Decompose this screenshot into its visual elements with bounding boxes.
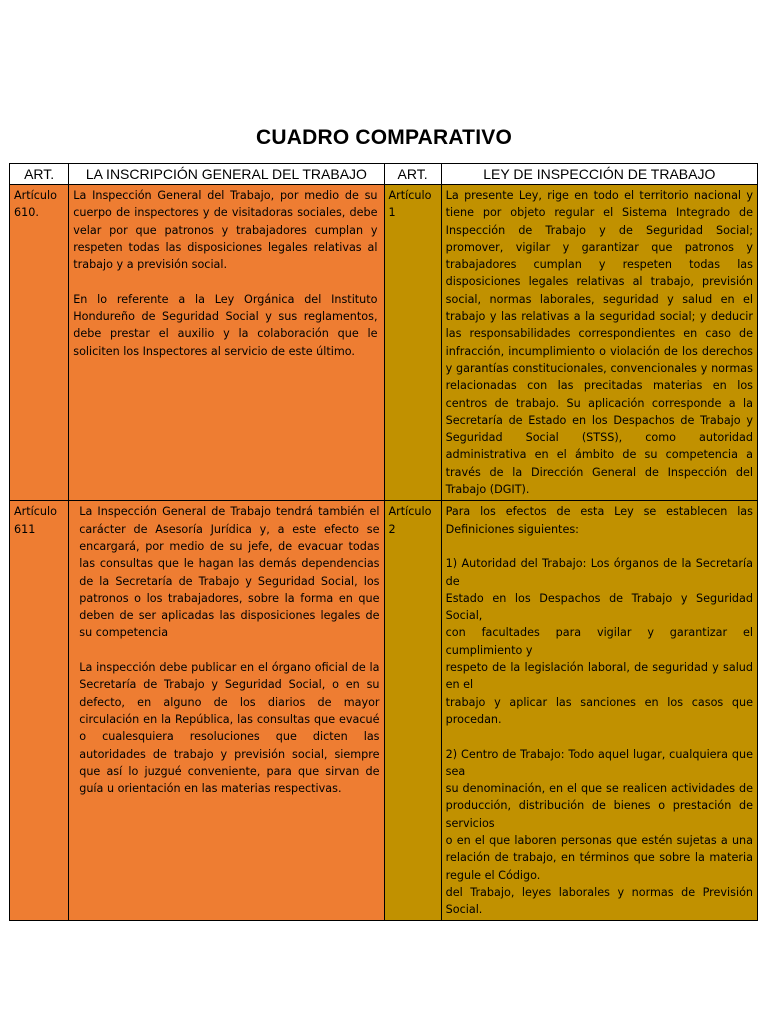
article-2-text-cell: [441, 501, 757, 921]
article-611-label: Artículo 611: [10, 501, 69, 921]
article-1-label: Artículo 1: [384, 185, 441, 501]
table-header-row: [10, 164, 758, 185]
article-611-text-cell: [69, 501, 384, 921]
comparison-table: [9, 163, 758, 921]
article-2-label: Artículo 2: [384, 501, 441, 921]
table-row: [10, 185, 758, 501]
header-ley: LEY DE INSPECCIÓN DE TRABAJO: [441, 164, 757, 185]
header-art-right: ART.: [384, 164, 441, 185]
article-1-text-cell: [441, 185, 757, 501]
table-row: [10, 501, 758, 921]
header-inscripcion: LA INSCRIPCIÓN GENERAL DEL TRABAJO: [69, 164, 384, 185]
header-art-left: ART.: [10, 164, 69, 185]
page-title: CUADRO COMPARATIVO: [256, 126, 512, 149]
article-1-text: La presente Ley, rige en todo el territorio nacional y tiene por objeto regular el Sistema Integrado de Inspección de Trabajo y de Seguridad Social; promover, vigilar y garantizar que patronos y trabajadores cumplan y respeten todas las disposiciones legales relativas al trabajo, previsión social, normas laborales, seguridad y salud en el trabajo y las relativas a la seguridad social; y deducir las responsabilidades correspondientes en caso de infracción, incumplimiento o violación de los derechos y garantías constitucionales, convencionales y normas relacionadas con las precitadas materias en los centros de trabajo. Su aplicación corresponde a la Secretaría de Estado en los Despachos de Trabajo y Seguridad Social (STSS), como autoridad administrativa en el ámbito de su competencia a través de la Dirección General de Inspección del Trabajo (DGIT).: [445, 189, 753, 497]
article-611-text: La Inspección General de Trabajo tendrá también el carácter de Asesoría Jurídica y, a este efecto se encargará, por medio de su jefe, de evacuar todas las consultas que le hagan las demás dependencias de la Secretaría de Trabajo y Seguridad Social, los patronos o los trabajadores, sobre la forma en que deben de ser aplicadas las disposiciones legales de su competencia La inspección debe publicar en el órgano oficial de la Secretaría de Trabajo y Seguridad Social, o en su defecto, en alguno de los diarios de mayor circulación en la República, las consultas que evacué o cualesquiera resoluciones que dicten las autoridades de trabajo y previsión social, siempre que así lo juzgué conveniente, para que sirvan de guía u orientación en las materias respectivas.: [79, 505, 380, 796]
article-610-text-cell: [69, 185, 384, 501]
article-610-text: La Inspección General del Trabajo, por medio de su cuerpo de inspectores y de visitadoras sociales, debe velar por que patronos y trabajadores cumplan y respeten todas las disposiciones legales relativas al trabajo y a previsión social. En lo referente a la Ley Orgánica del Instituto Hondureño de Seguridad Social y sus reglamentos, debe prestar el auxilio y la colaboración que le soliciten los Inspectores al servicio de este último.: [73, 189, 378, 358]
article-2-text: Para los efectos de esta Ley se establecen las Definiciones siguientes: 1) Autoridad del Trabajo: Los órganos de la Secretaría de Estado en los Despachos de Trabajo y Seguridad Social, con facultades para vigilar y garantizar el cumplimiento y respeto de la legislación laboral, de seguridad y salud en el trabajo y aplicar las sanciones en los casos que procedan. 2) Centro de Trabajo: Todo aquel lugar, cualquiera que sea su denominación, en el que se realicen actividades de producción, distribución de bienes o prestación de servicios o en el que laboren personas que estén sujetas a una relación de trabajo, en términos que sobre la materia regule el Código. del Trabajo, leyes laborales y normas de Previsión Social.: [445, 505, 753, 917]
article-610-label: Artículo 610.: [10, 185, 69, 501]
